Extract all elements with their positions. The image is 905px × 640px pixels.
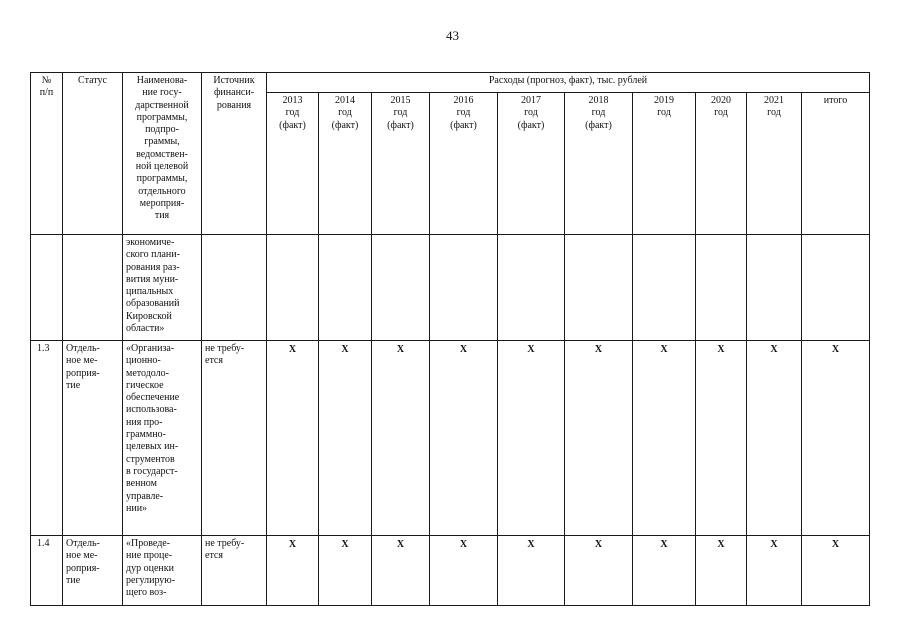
year-cell: 2020 год: [696, 93, 747, 235]
table-row: [31, 235, 870, 341]
year-cell: 2015 год (факт): [372, 93, 430, 235]
value-cell: X: [430, 536, 498, 606]
row-name-cell: «Организа- ционно- методоло- гическое обеспечение использова- ния про- граммно- целевых ин- струментов в государст- венном управле- нии»: [123, 341, 202, 536]
value-cell: X: [430, 341, 498, 536]
year-cell: 2021 год: [747, 93, 802, 235]
value-cell: [565, 235, 633, 341]
value-cell: X: [565, 341, 633, 536]
value-cell: X: [747, 536, 802, 606]
row-status-cell: [63, 235, 123, 341]
table-row: [31, 536, 870, 606]
value-cell: [498, 235, 565, 341]
year-cell: 2013 год (факт): [267, 93, 319, 235]
value-cell: X: [498, 536, 565, 606]
header-status-cell: Статус: [63, 73, 123, 235]
value-cell: X: [696, 341, 747, 536]
value-cell: X: [747, 341, 802, 536]
year-cell: 2019 год: [633, 93, 696, 235]
row-num-cell: [31, 235, 63, 341]
value-cell: X: [802, 536, 870, 606]
year-cell: 2016 год (факт): [430, 93, 498, 235]
value-cell: X: [696, 536, 747, 606]
value-cell: [372, 235, 430, 341]
value-cell: [696, 235, 747, 341]
row-num-cell: 1.3: [31, 341, 63, 536]
year-cell: 2014 год (факт): [319, 93, 372, 235]
value-cell: [319, 235, 372, 341]
value-cell: [267, 235, 319, 341]
row-source-cell: не требу- ется: [202, 536, 267, 606]
header-row: [31, 73, 870, 93]
value-cell: X: [372, 341, 430, 536]
row-num-cell: 1.4: [31, 536, 63, 606]
value-cell: [430, 235, 498, 341]
value-cell: [633, 235, 696, 341]
value-cell: X: [267, 341, 319, 536]
value-cell: X: [498, 341, 565, 536]
value-cell: [802, 235, 870, 341]
value-cell: X: [802, 341, 870, 536]
row-status-cell: Отдель- ное ме- роприя- тие: [63, 536, 123, 606]
value-cell: X: [633, 341, 696, 536]
year-cell: 2017 год (факт): [498, 93, 565, 235]
value-cell: X: [372, 536, 430, 606]
table-row: [31, 341, 870, 536]
value-cell: X: [633, 536, 696, 606]
row-source-cell: [202, 235, 267, 341]
row-name-cell: «Проведе- ние проце- дур оценки регулирую- щего воз-: [123, 536, 202, 606]
header-name-cell: Наименова- ние госу- дарственной программы, подпро- граммы, ведомствен- ной целевой программы, отдельного мероприя- тия: [123, 73, 202, 235]
value-cell: [747, 235, 802, 341]
header-num-cell: № п/п: [31, 73, 63, 235]
value-cell: X: [565, 536, 633, 606]
row-name-cell: экономиче- ского плани- рования раз- вития муни- ципальных образований Кировской области»: [123, 235, 202, 341]
row-status-cell: Отдель- ное ме- роприя- тие: [63, 341, 123, 536]
value-cell: X: [319, 536, 372, 606]
year-cell: 2018 год (факт): [565, 93, 633, 235]
header-expenses-cell: Расходы (прогноз, факт), тыс. рублей: [267, 73, 870, 93]
financing-table: [30, 72, 870, 606]
header-source-cell: Источник финанси- рования: [202, 73, 267, 235]
total-header-cell: итого: [802, 93, 870, 235]
value-cell: X: [267, 536, 319, 606]
row-source-cell: не требу- ется: [202, 341, 267, 536]
value-cell: X: [319, 341, 372, 536]
page-number: 43: [446, 28, 459, 43]
